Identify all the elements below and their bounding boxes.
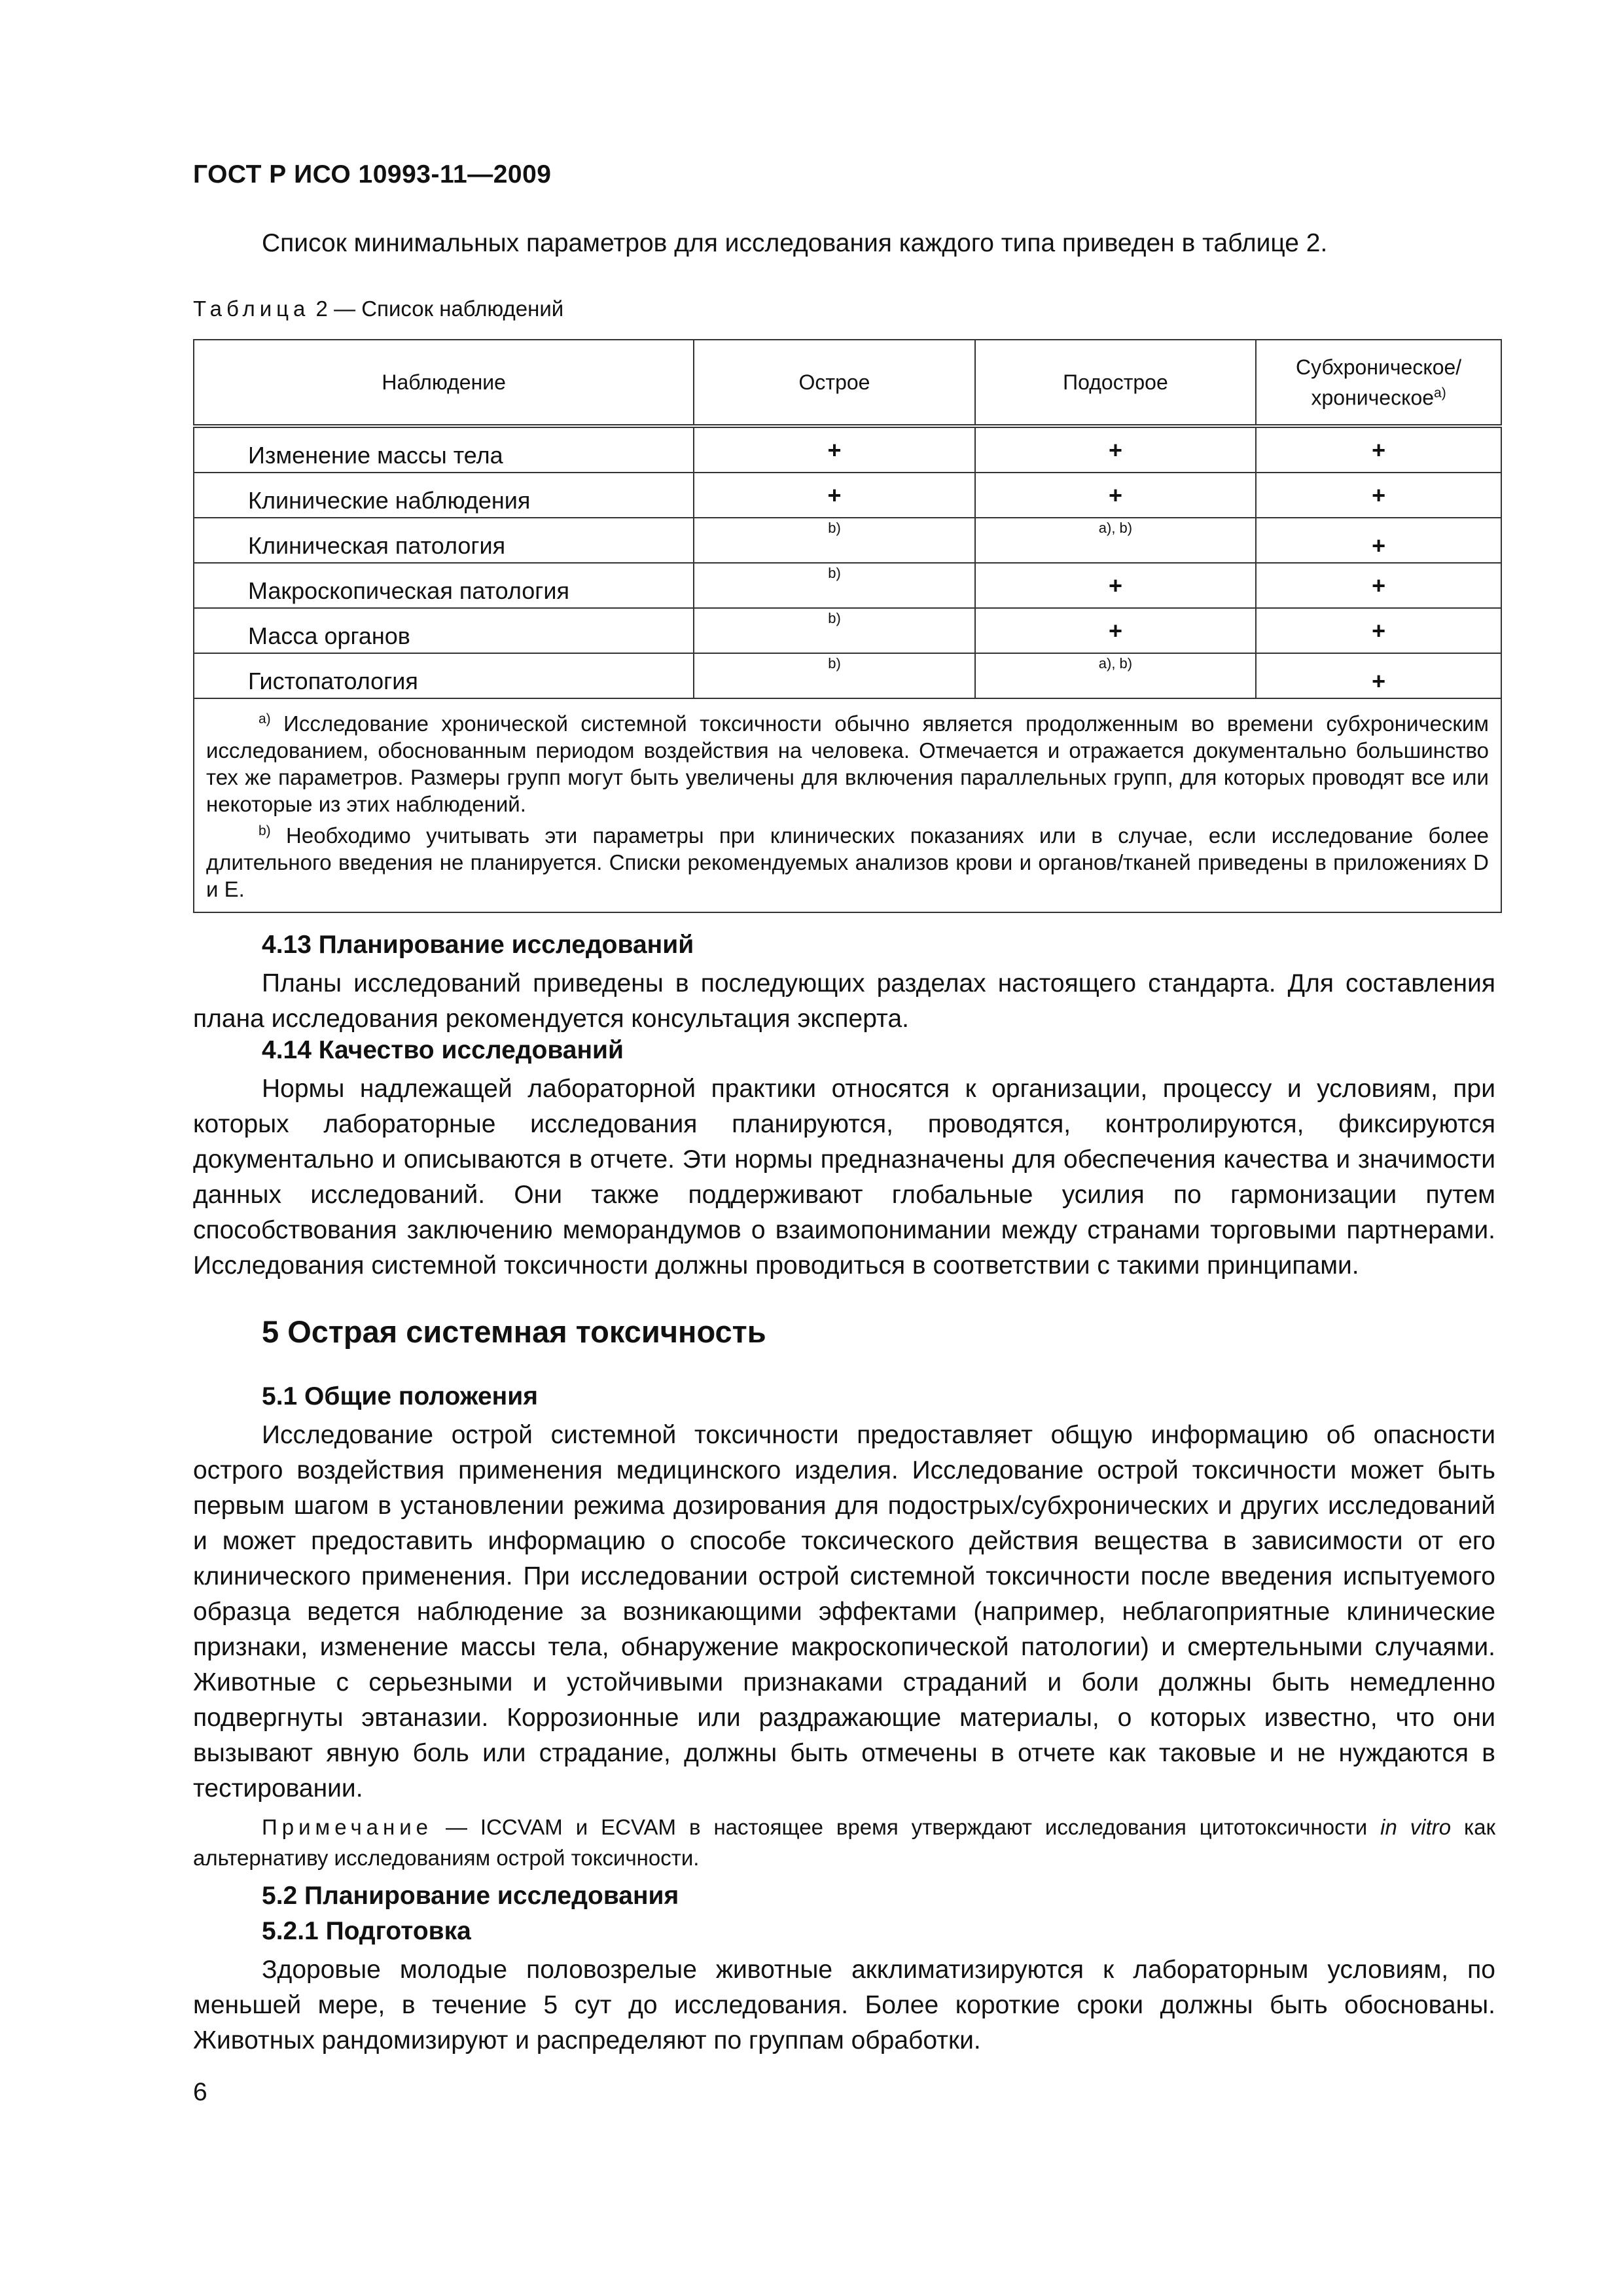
section-4-13-title: 4.13 Планирование исследований — [262, 931, 694, 959]
section-5-2-title: 5.2 Планирование исследования — [262, 1882, 679, 1910]
section-4-14-body: Нормы надлежащей лабораторной практики относятся к организации, процессу и условиям, при которых лабораторные исследования планируются, проводятся, контролируются, фиксируются документально и описываются в отчете. Эти нормы предназначены для обеспечения качества и значимости данных исследований. Они также поддерживают глобальные усилия по гармонизации путем способствования заключению меморандумов о взаимопонимании между странами торговыми партнерами. Исследования системной токсичности должны проводиться в соответствии с такими принципами. — [193, 1075, 1495, 1280]
cell-value: + — [1372, 667, 1386, 694]
section-5-title: 5 Острая системная токсичность — [262, 1314, 766, 1349]
page-number: 6 — [193, 2078, 207, 2106]
row-label: Изменение массы тела — [194, 426, 694, 473]
cell-value: + — [1372, 571, 1386, 599]
note-italic: in vitro — [1380, 1815, 1452, 1839]
section-4-13-text — [193, 966, 1495, 1037]
cell-subacute — [975, 518, 1257, 563]
intro-paragraph — [193, 226, 1495, 261]
column-header-observation: Наблюдение — [194, 340, 694, 426]
observations-table — [193, 339, 1502, 913]
cell-value: + — [1108, 571, 1122, 599]
note-paragraph — [193, 1812, 1495, 1873]
row-label: Масса органов — [194, 608, 694, 653]
cell-acute — [694, 473, 974, 518]
cell-acute — [694, 426, 974, 473]
cell-acute — [694, 653, 974, 698]
section-5-2-1-text — [193, 1952, 1495, 2058]
section-5-1-title: 5.1 Общие положения — [262, 1382, 538, 1410]
table-row — [194, 563, 1501, 608]
table-row — [194, 473, 1501, 518]
column-header-subchronic-line2: хроническое — [1311, 386, 1435, 410]
table-caption — [193, 296, 563, 321]
cell-acute — [694, 608, 974, 653]
table-row — [194, 518, 1501, 563]
column-header-footnote-mark: a) — [1434, 385, 1446, 401]
section-5-1-text — [193, 1418, 1495, 1806]
cell-acute — [694, 518, 974, 563]
cell-value: + — [1372, 436, 1386, 463]
cell-value: + — [1372, 481, 1386, 509]
cell-subchronic — [1256, 608, 1501, 653]
cell-footnote-mark: b) — [828, 655, 841, 672]
intro-text: Список минимальных параметров для исследования каждого типа приведен в таблице 2. — [262, 229, 1328, 257]
cell-subacute — [975, 608, 1257, 653]
table-header-row — [194, 340, 1501, 426]
row-label: Клинические наблюдения — [194, 473, 694, 518]
column-header-subchronic-line1: Субхроническое/ — [1296, 355, 1462, 379]
cell-value: + — [827, 436, 842, 463]
cell-subacute — [975, 426, 1257, 473]
row-label: Клиническая патология — [194, 518, 694, 563]
table-row — [194, 608, 1501, 653]
row-label: Гистопатология — [194, 653, 694, 698]
section-5-1-body: Исследование острой системной токсичности предоставляет общую информацию об опасности острого воздействия применения медицинского изделия. Исследование острой токсичности может быть первым шагом в установлении режима дозирования для подострых/субхронических и других исследований и может предоставить информацию о способе токсического действия вещества в зависимости от его клинического применения. При исследовании острой системной токсичности после введения испытуемого образца ведется наблюдение за возникающими эффектами (например, неблагоприятные клинические признаки, изменение массы тела, обнаружение макроскопической патологии) и смертельными случаями. Животные с серьезными и устойчивыми признаками страданий и боли должны быть немедленно подвергнуты эвтаназии. Коррозионные или раздражающие материалы, о которых известно, что они вызывают явную боль или страдание, должны быть отмечены в отчете как таковые и не нуждаются в тестировании. — [193, 1421, 1495, 1803]
cell-value: + — [827, 481, 842, 509]
cell-subchronic — [1256, 563, 1501, 608]
column-header-acute: Острое — [694, 340, 974, 426]
table-caption-rest: 2 — Список наблюдений — [310, 296, 564, 321]
note-text-2: как альтернативу исследованиям острой токсичности. — [193, 1815, 1496, 1870]
cell-footnote-mark: b) — [828, 520, 841, 536]
section-5-2-1-body: Здоровые молодые половозрелые животные акклиматизируются к лабораторным условиям, по меньшей мере, в течение 5 сут до исследования. Более короткие сроки должны быть обоснованы. Животных рандомизируют и распределяют по группам обработки. — [193, 1956, 1495, 2054]
table-note-b — [206, 817, 1489, 903]
note-a-mark: a) — [259, 711, 271, 726]
cell-subacute — [975, 563, 1257, 608]
section-4-13-body: Планы исследований приведены в последующих разделах настоящего стандарта. Для составления плана исследования рекомендуется консультация эксперта. — [193, 969, 1495, 1033]
table-row — [194, 426, 1501, 473]
cell-footnote-mark: b) — [828, 610, 841, 626]
table-notes — [194, 698, 1501, 912]
section-4-14-title: 4.14 Качество исследований — [262, 1036, 624, 1064]
cell-subacute — [975, 653, 1257, 698]
section-4-14-text — [193, 1071, 1495, 1283]
cell-subchronic — [1256, 426, 1501, 473]
standard-header: ГОСТ Р ИСО 10993-11—2009 — [193, 160, 552, 188]
cell-footnote-mark: a), b) — [1098, 520, 1133, 536]
table-note-a — [206, 706, 1489, 817]
column-header-subchronic — [1256, 340, 1501, 426]
cell-subchronic — [1256, 518, 1501, 563]
cell-value: + — [1108, 436, 1122, 463]
column-header-subacute: Подострое — [975, 340, 1257, 426]
note-text-1: — ICCVAM и ECVAM в настоящее время утверждают исследования цитотоксичности — [433, 1815, 1381, 1839]
cell-footnote-mark: b) — [828, 565, 841, 581]
row-label: Макроскопическая патология — [194, 563, 694, 608]
note-label: Примечание — [262, 1815, 433, 1839]
cell-acute — [694, 563, 974, 608]
cell-footnote-mark: a), b) — [1098, 655, 1133, 672]
note-a-text: Исследование хронической системной токсичности обычно является продолженным во времени субхроническим исследованием, обоснованным периодом воздействия на человека. Отмечается и отражается документально большинство тех же параметров. Размеры групп могут быть увеличены для включения параллельных групп, для которых проводят все или некоторые из этих наблюдений. — [206, 711, 1489, 816]
table-row — [194, 653, 1501, 698]
table-caption-prefix: Таблица — [193, 296, 310, 321]
note-b-mark: b) — [259, 823, 271, 838]
cell-value: + — [1108, 481, 1122, 509]
table-notes-row — [194, 698, 1501, 912]
note-b-text: Необходимо учитывать эти параметры при клинических показаниях или в случае, если исследование более длительного введения не планируется. Списки рекомендуемых анализов крови и органов/тканей приведены в приложениях D и E. — [206, 823, 1489, 901]
cell-value: + — [1372, 531, 1386, 559]
cell-subchronic — [1256, 653, 1501, 698]
cell-subacute — [975, 473, 1257, 518]
section-5-2-1-title: 5.2.1 Подготовка — [262, 1917, 471, 1945]
cell-subchronic — [1256, 473, 1501, 518]
cell-value: + — [1108, 617, 1122, 644]
cell-value: + — [1372, 617, 1386, 644]
